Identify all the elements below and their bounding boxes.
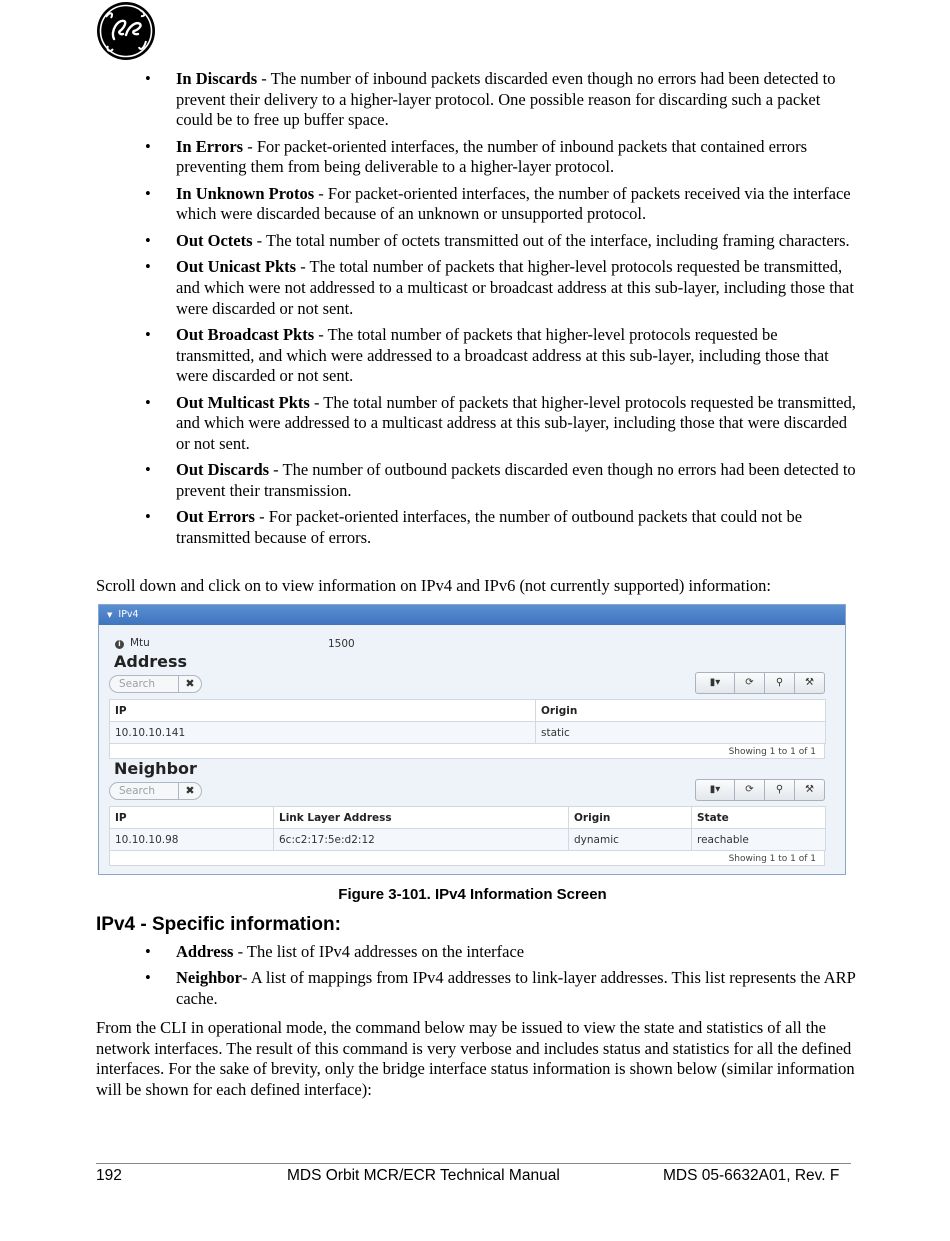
columns-icon[interactable]: ▮▾ (695, 672, 735, 694)
neighbor-search-placeholder: Search (119, 785, 156, 797)
statistics-definitions-list (96, 69, 856, 554)
neighbor-state-cell: reachable (692, 829, 826, 851)
term: Out Multicast Pkts (176, 392, 310, 412)
collapse-triangle-icon[interactable]: ▼ (107, 611, 113, 619)
term: Out Unicast Pkts (176, 257, 297, 277)
term: In Errors (176, 136, 244, 156)
term: Out Errors (176, 507, 255, 527)
column-header-origin[interactable]: Origin (536, 700, 826, 722)
term: Address (176, 942, 234, 961)
definition: - The number of inbound packets discarded even though no errors had been detected to prevent their delivery to a higher-layer protocol. One possible reason for discarding such a packet could be to free up buffer space. (176, 69, 836, 130)
term: Out Octets (176, 230, 253, 250)
list-item (96, 393, 856, 455)
ipv4-panel-header[interactable] (99, 605, 845, 625)
refresh-icon[interactable]: ⟳ (734, 672, 765, 694)
list-item (96, 460, 856, 501)
footer-divider (96, 1163, 851, 1164)
bullet-icon: • (145, 257, 151, 277)
bullet-icon: • (145, 507, 151, 527)
bullet-icon: • (145, 183, 151, 203)
bullet-icon: • (145, 942, 151, 961)
search-icon[interactable]: ⚲ (764, 779, 795, 801)
document-number: MDS 05-6632A01, Rev. F (663, 1167, 840, 1184)
bullet-icon: • (145, 136, 151, 156)
clear-search-icon[interactable]: ✖ (178, 782, 201, 800)
list-item (96, 184, 856, 225)
definition: - The total number of packets that higher-level protocols requested be transmitted, and which were addressed to a multicast address at this sub-layer, including those that were discarded or not sent. (176, 392, 856, 453)
definition: - The number of outbound packets discarded even though no errors had been detected to prevent their transmission. (176, 460, 856, 500)
list-item (96, 257, 856, 319)
definition: - For packet-oriented interfaces, the number of outbound packets that could not be transmitted because of errors. (176, 507, 803, 547)
address-table (109, 699, 826, 744)
list-item (96, 968, 856, 1009)
columns-icon[interactable]: ▮▾ (695, 779, 735, 801)
address-title: Address (114, 652, 188, 671)
table-row[interactable] (110, 829, 826, 851)
ipv4-panel-title: IPv4 (118, 609, 139, 620)
neighbor-toolbar (695, 779, 826, 801)
scroll-instruction: Scroll down and click on to view information on IPv4 and IPv6 (not currently supported) information: (96, 576, 772, 595)
list-item (96, 137, 856, 178)
definition: - The total number of packets that higher-level protocols requested be transmitted, and which were not addressed to a multicast or broadcast address at this sub-layer, including those that were discarded or not sent. (176, 257, 854, 318)
list-item (96, 942, 856, 963)
bullet-icon: • (145, 69, 151, 88)
mtu-value: 1500 (328, 638, 355, 650)
column-header-link-layer-address[interactable]: Link Layer Address (274, 807, 569, 829)
refresh-icon[interactable]: ⟳ (734, 779, 765, 801)
definition: - A list of mappings from IPv4 addresses to link-layer addresses. This list represents the ARP cache. (176, 968, 856, 1009)
page-number: 192 (96, 1167, 122, 1184)
bullet-icon: • (145, 460, 151, 480)
term: Out Broadcast Pkts (176, 324, 315, 344)
neighbor-mac-cell: 6c:c2:17:5e:d2:12 (274, 829, 569, 851)
address-ip-cell: 10.10.10.141 (110, 722, 536, 744)
settings-wrench-icon[interactable]: ⚒ (794, 672, 825, 694)
address-table-header (110, 700, 826, 722)
search-icon[interactable]: ⚲ (764, 672, 795, 694)
bullet-icon: • (145, 324, 151, 344)
ipv4-panel-screenshot (98, 604, 846, 875)
closing-paragraph: From the CLI in operational mode, the command below may be issued to view the state and statistics of all the network interfaces. The result of this command is very verbose and includes status and statistics for all the defined interfaces. For the sake of brevity, only the bridge interface status information is shown below (similar information will be shown for each defined interface): (96, 1018, 855, 1099)
term: In Discards (176, 69, 258, 88)
neighbor-search-input[interactable] (109, 782, 202, 800)
mtu-label: Mtu (130, 637, 150, 649)
neighbor-origin-cell: dynamic (569, 829, 692, 851)
address-origin-cell: static (536, 722, 826, 744)
ge-logo-icon (96, 1, 156, 61)
column-header-ip[interactable]: IP (110, 807, 274, 829)
mtu-row (115, 637, 150, 649)
column-header-origin[interactable]: Origin (569, 807, 692, 829)
neighbor-ip-cell: 10.10.10.98 (110, 829, 274, 851)
clear-search-icon[interactable]: ✖ (178, 675, 201, 693)
definition: - For packet-oriented interfaces, the number of inbound packets that contained errors preventing them from being deliverable to a higher-layer protocol. (176, 136, 808, 177)
figure-caption: Figure 3-101. IPv4 Information Screen (338, 886, 607, 903)
table-row[interactable] (110, 722, 826, 744)
list-item (96, 231, 856, 252)
term: Neighbor (176, 968, 242, 988)
definition: - The total number of packets that higher-level protocols requested be transmitted, and which were addressed to a broadcast address at this sub-layer, including those that were discarded or not sent. (176, 324, 829, 386)
neighbor-title: Neighbor (114, 759, 197, 778)
ipv4-info-list (96, 942, 856, 1016)
column-header-ip[interactable]: IP (110, 700, 536, 722)
term: In Unknown Protos (176, 183, 315, 203)
column-header-state[interactable]: State (692, 807, 826, 829)
address-search-placeholder: Search (119, 678, 156, 690)
bullet-icon: • (145, 392, 151, 412)
info-icon: i (115, 640, 124, 649)
address-search-input[interactable] (109, 675, 202, 693)
manual-title: MDS Orbit MCR/ECR Technical Manual (287, 1167, 560, 1184)
neighbor-pagination-status: Showing 1 to 1 of 1 (109, 850, 825, 866)
definition: - The list of IPv4 addresses on the interface (233, 942, 525, 961)
definition: - For packet-oriented interfaces, the number of packets received via the interface which were discarded because of an unknown or unsupported protocol. (176, 183, 851, 224)
definition: - The total number of octets transmitted out of the interface, including framing characters. (252, 230, 850, 250)
neighbor-table (109, 806, 826, 851)
list-item (96, 69, 856, 131)
list-item (96, 325, 856, 387)
bullet-icon: • (145, 968, 151, 988)
address-pagination-status: Showing 1 to 1 of 1 (109, 743, 825, 759)
list-item (96, 507, 856, 548)
section-heading: IPv4 - Specific information: (96, 914, 341, 935)
settings-wrench-icon[interactable]: ⚒ (794, 779, 825, 801)
neighbor-table-header (110, 807, 826, 829)
address-toolbar (695, 672, 826, 694)
bullet-icon: • (145, 230, 151, 250)
term: Out Discards (176, 460, 270, 480)
